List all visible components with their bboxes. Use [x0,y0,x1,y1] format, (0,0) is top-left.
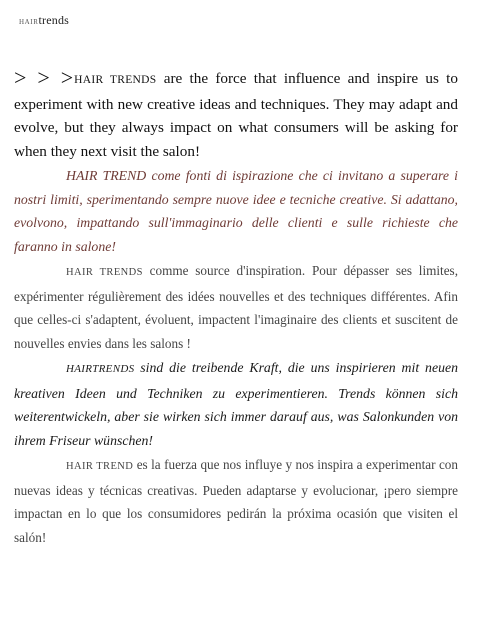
paragraph-text: comme source d'inspiration. Pour dépasser ses limites, expérimenter régulièrement des idées nouvelles et des techniques différentes. Afin que celles-ci s'adaptent, évoluent, impactent l'imaginaire des clients et suscitent de nouvelles envies dans les salons ! [14,263,458,351]
brand-name: HAIR TREND [66,461,134,472]
header-trends-label: trends [38,13,70,27]
paragraph-german [14,356,458,452]
brand-name: HAIRTRENDS [66,363,135,375]
paragraph-text: es la fuerza que nos influye y nos inspira a experimentar con nuevas ideas y técnicas creativas. Pueden adaptarse y evolucionar, ¡pero siempre impactan en lo que los consumidores pedirán la próxima ocasión que visiten el salón! [14,457,458,545]
paragraph-text: sind die treibende Kraft, die uns inspirieren mit neuen kreativen Ideen und Techniken zu experimentieren. Trends können sich weiterentwickeln, aber sie wirken sich immer darauf aus, was Salonkunden von ihrem Friseur wünschen! [14,360,458,448]
running-header [19,13,69,28]
brand-name: HAIR TRENDS [74,74,157,86]
paragraph-french [14,259,458,355]
brand-name: HAIR TRENDS [66,267,143,278]
chevron-arrows-icon: > > > [14,65,75,90]
header-hair-label: HAIR [19,18,39,26]
paragraph-italian [14,164,458,258]
paragraph-text: HAIR TREND come fonti di ispirazione che ci invitano a superare i nostri limiti, sperimentando sempre nuove idee e tecniche creative. Si adattano, evolvono, impattando sull'immaginario delle clienti e sulle richieste che faranno in salone! [14,168,458,254]
paragraph-spanish [14,453,458,549]
paragraph-english [14,66,458,163]
paragraph-text: are the force that influence and inspire us to experiment with new creative ideas and techniques. They may adapt and evolve, but they always impact on what consumers will be asking for when they next visit the salon! [14,70,458,160]
article-body [14,66,458,549]
